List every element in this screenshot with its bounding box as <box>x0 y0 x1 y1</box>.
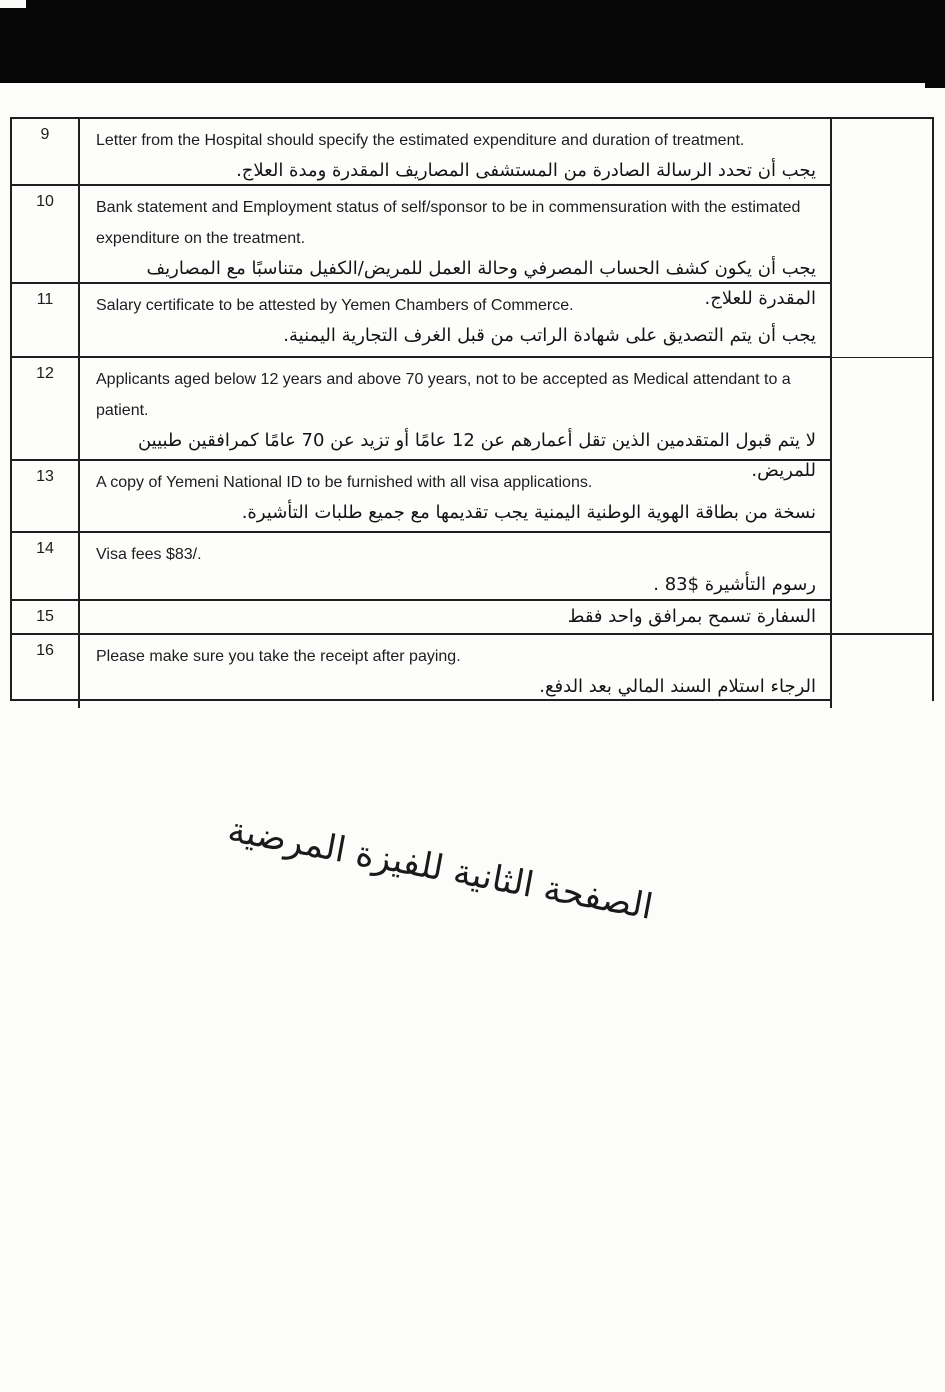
requirement-text-en: Visa fees $83/. <box>96 546 202 563</box>
row-number: 11 <box>36 291 54 308</box>
row-number: 9 <box>40 126 50 143</box>
scan-artifact-white-notch <box>0 0 26 8</box>
row-number: 12 <box>36 365 54 382</box>
requirement-text-en: Bank statement and Employment status of self/sponsor to be in commensuration with the estimated expenditure on the treatment. <box>96 199 801 247</box>
checkmark-cell <box>832 119 932 192</box>
row-number: 14 <box>36 540 54 557</box>
row-number-cell <box>12 461 80 534</box>
row-number-cell <box>12 533 80 606</box>
row-number-cell <box>12 119 80 192</box>
visa-requirements-table <box>10 117 934 701</box>
checkmark-cell <box>832 533 932 606</box>
checkmark-cell <box>832 461 932 534</box>
requirement-text-ar: السفارة تسمح بمرافق واحد فقط <box>567 606 816 627</box>
row-number: 13 <box>36 468 54 485</box>
table-row <box>12 119 932 186</box>
requirement-text-en: Salary certificate to be attested by Yemen Chambers of Commerce. <box>96 297 574 314</box>
table-row <box>12 635 932 699</box>
requirement-cell <box>80 119 832 192</box>
table-row <box>12 601 932 635</box>
row-number-cell <box>12 635 80 708</box>
table-row <box>12 461 932 533</box>
requirement-text-en: Please make sure you take the receipt after paying. <box>96 648 461 665</box>
table-row <box>12 533 932 601</box>
rotated-footer-note: الصفحة الثانية للفيزة المرضية <box>224 810 656 928</box>
requirement-cell <box>80 284 832 357</box>
row-number-cell <box>12 284 80 357</box>
requirement-text-ar: لا يتم قبول المتقدمين الذين تقل أعمارهم عن 12 عامًا أو تزيد عن 70 عامًا كمرافقين طبيين للمريض. <box>137 430 816 481</box>
requirement-cell <box>80 533 832 606</box>
row-number: 15 <box>36 608 54 625</box>
requirement-text-en: Letter from the Hospital should specify the estimated expenditure and duration of treatment. <box>96 132 745 149</box>
scanner-black-bar <box>0 0 945 83</box>
requirement-text-ar: رسوم التأشيرة $83 . <box>653 574 816 595</box>
requirement-cell <box>80 635 832 708</box>
checkmark-cell <box>832 635 932 708</box>
row-number-cell <box>12 601 80 633</box>
row-number: 10 <box>36 193 54 210</box>
requirement-cell <box>80 601 832 633</box>
requirement-text-en: Applicants aged below 12 years and above 70 years, not to be accepted as Medical attendant to a patient. <box>96 371 791 419</box>
requirement-text-ar: يجب أن يكون كشف الحساب المصرفي وحالة العمل للمريض/الكفيل متناسبًا مع المصاريف المقدرة للعلاج. <box>146 258 816 309</box>
requirement-text-en: A copy of Yemeni National ID to be furnished with all visa applications. <box>96 474 593 491</box>
requirement-text-ar: نسخة من بطاقة الهوية الوطنية اليمنية يجب تقديمها مع جميع طلبات التأشيرة. <box>241 502 816 523</box>
row-number: 16 <box>36 642 54 659</box>
requirement-text-ar: الرجاء استلام السند المالي بعد الدفع. <box>539 676 816 697</box>
checkmark-cell <box>832 284 932 357</box>
scan-artifact-black-notch <box>925 83 945 88</box>
requirement-text-ar: يجب أن تحدد الرسالة الصادرة من المستشفى المصاريف المقدرة ومدة العلاج. <box>236 160 816 181</box>
requirement-text-ar: يجب أن يتم التصديق على شهادة الراتب من قبل الغرف التجارية اليمنية. <box>283 325 816 346</box>
requirement-cell <box>80 461 832 534</box>
checkmark-cell <box>832 601 932 633</box>
table-row <box>12 284 932 358</box>
